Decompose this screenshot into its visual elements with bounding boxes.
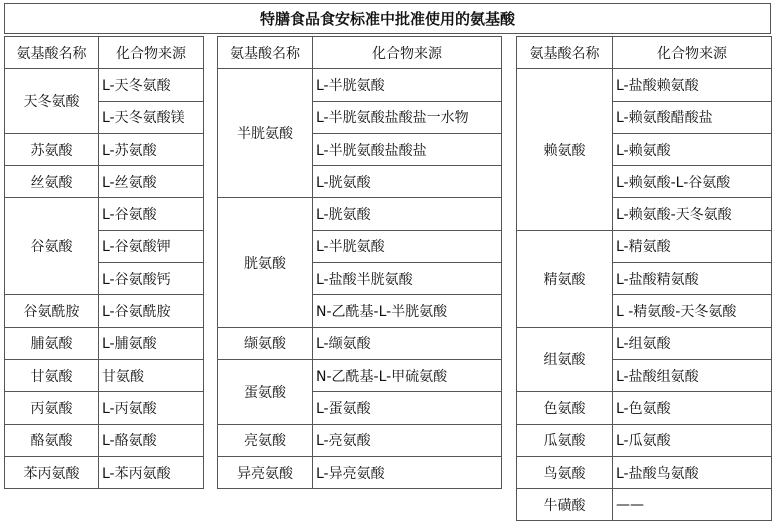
amino-acid-name: 谷氨酰胺 — [5, 295, 99, 327]
compound-source: L-半胱氨酸 — [313, 230, 502, 262]
compound-source: L-赖氨酸-天冬氨酸 — [613, 198, 772, 230]
table-row — [5, 359, 204, 391]
table-row — [5, 456, 204, 488]
table-row — [5, 69, 204, 101]
table-row — [517, 69, 772, 101]
table-row — [5, 166, 204, 198]
compound-source: L-盐酸精氨酸 — [613, 263, 772, 295]
amino-acid-name: 组氨酸 — [517, 327, 613, 392]
compound-source: L-谷氨酰胺 — [99, 295, 204, 327]
compound-source: L-脯氨酸 — [99, 327, 204, 359]
header-row — [517, 37, 772, 69]
compound-source: L-苯丙氨酸 — [99, 456, 204, 488]
compound-source: L-瓜氨酸 — [613, 424, 772, 456]
compound-source: L-精氨酸 — [613, 230, 772, 262]
amino-acid-name: 丝氨酸 — [5, 166, 99, 198]
amino-acid-name: 瓜氨酸 — [517, 424, 613, 456]
header-compound-source: 化合物来源 — [613, 37, 772, 69]
amino-acid-name: 缬氨酸 — [218, 327, 313, 359]
header-compound-source: 化合物来源 — [313, 37, 502, 69]
amino-acid-name: 脯氨酸 — [5, 327, 99, 359]
table-row — [517, 424, 772, 456]
compound-source: L-胱氨酸 — [313, 198, 502, 230]
amino-acid-name: 甘氨酸 — [5, 359, 99, 391]
compound-source: 甘氨酸 — [99, 359, 204, 391]
amino-acid-name: 苏氨酸 — [5, 133, 99, 165]
compound-source: L-天冬氨酸 — [99, 69, 204, 101]
amino-acid-name: 赖氨酸 — [517, 69, 613, 230]
table-row — [5, 295, 204, 327]
compound-source: L-缬氨酸 — [313, 327, 502, 359]
table-row — [517, 456, 772, 488]
compound-source: L-天冬氨酸镁 — [99, 101, 204, 133]
amino-acid-name: 谷氨酸 — [5, 198, 99, 295]
header-row — [218, 37, 502, 69]
compound-source: L-异亮氨酸 — [313, 456, 502, 488]
table-row — [5, 327, 204, 359]
compound-source: L-半胱氨酸盐酸盐 — [313, 133, 502, 165]
compound-source: N-乙酰基-L-半胱氨酸 — [313, 295, 502, 327]
compound-source: L-盐酸赖氨酸 — [613, 69, 772, 101]
table-row — [517, 392, 772, 424]
amino-acid-name: 蛋氨酸 — [218, 359, 313, 424]
compound-source: L-蛋氨酸 — [313, 392, 502, 424]
compound-source: L-胱氨酸 — [313, 166, 502, 198]
amino-acid-table-1 — [4, 36, 204, 489]
amino-acid-name: 色氨酸 — [517, 392, 613, 424]
header-row — [5, 37, 204, 69]
compound-source: L-丙氨酸 — [99, 392, 204, 424]
amino-acid-name: 半胱氨酸 — [218, 69, 313, 198]
table-row — [5, 133, 204, 165]
table-row — [5, 198, 204, 230]
compound-source: L-赖氨酸-L-谷氨酸 — [613, 166, 772, 198]
header-amino-acid-name: 氨基酸名称 — [5, 37, 99, 69]
compound-source: L-亮氨酸 — [313, 424, 502, 456]
table-row — [218, 456, 502, 488]
compound-source: —— — [613, 489, 772, 521]
header-amino-acid-name: 氨基酸名称 — [218, 37, 313, 69]
table-title: 特膳食品食安标准中批准使用的氨基酸 — [4, 3, 771, 34]
amino-acid-name: 精氨酸 — [517, 230, 613, 327]
amino-acid-table-2 — [217, 36, 502, 489]
amino-acid-name: 丙氨酸 — [5, 392, 99, 424]
compound-source: L-组氨酸 — [613, 327, 772, 359]
amino-acid-table-3 — [516, 36, 772, 521]
compound-source: L-谷氨酸钾 — [99, 230, 204, 262]
compound-source: L-赖氨酸醋酸盐 — [613, 101, 772, 133]
table-row — [5, 392, 204, 424]
table-row — [218, 327, 502, 359]
table-row — [218, 69, 502, 101]
compound-source: L-谷氨酸钙 — [99, 263, 204, 295]
compound-source: L-赖氨酸 — [613, 133, 772, 165]
amino-acid-name: 胱氨酸 — [218, 198, 313, 327]
amino-acid-name: 酪氨酸 — [5, 424, 99, 456]
table-row — [218, 424, 502, 456]
compound-source: L -精氨酸-天冬氨酸 — [613, 295, 772, 327]
amino-acid-name: 牛磺酸 — [517, 489, 613, 521]
table-row — [517, 327, 772, 359]
compound-source: L-盐酸半胱氨酸 — [313, 263, 502, 295]
compound-source: L-丝氨酸 — [99, 166, 204, 198]
amino-acid-name: 亮氨酸 — [218, 424, 313, 456]
amino-acid-name: 苯丙氨酸 — [5, 456, 99, 488]
table-row — [5, 424, 204, 456]
table-row — [517, 489, 772, 521]
table-row — [517, 230, 772, 262]
compound-source: L-色氨酸 — [613, 392, 772, 424]
amino-acid-name: 鸟氨酸 — [517, 456, 613, 488]
compound-source: L-半胱氨酸盐酸盐一水物 — [313, 101, 502, 133]
compound-source: L-酪氨酸 — [99, 424, 204, 456]
table-row — [218, 198, 502, 230]
compound-source: L-谷氨酸 — [99, 198, 204, 230]
amino-acid-name: 异亮氨酸 — [218, 456, 313, 488]
amino-acid-name: 天冬氨酸 — [5, 69, 99, 134]
compound-source: L-盐酸组氨酸 — [613, 359, 772, 391]
compound-source: L-盐酸鸟氨酸 — [613, 456, 772, 488]
compound-source: N-乙酰基-L-甲硫氨酸 — [313, 359, 502, 391]
table-row — [218, 359, 502, 391]
compound-source: L-苏氨酸 — [99, 133, 204, 165]
header-amino-acid-name: 氨基酸名称 — [517, 37, 613, 69]
compound-source: L-半胱氨酸 — [313, 69, 502, 101]
header-compound-source: 化合物来源 — [99, 37, 204, 69]
